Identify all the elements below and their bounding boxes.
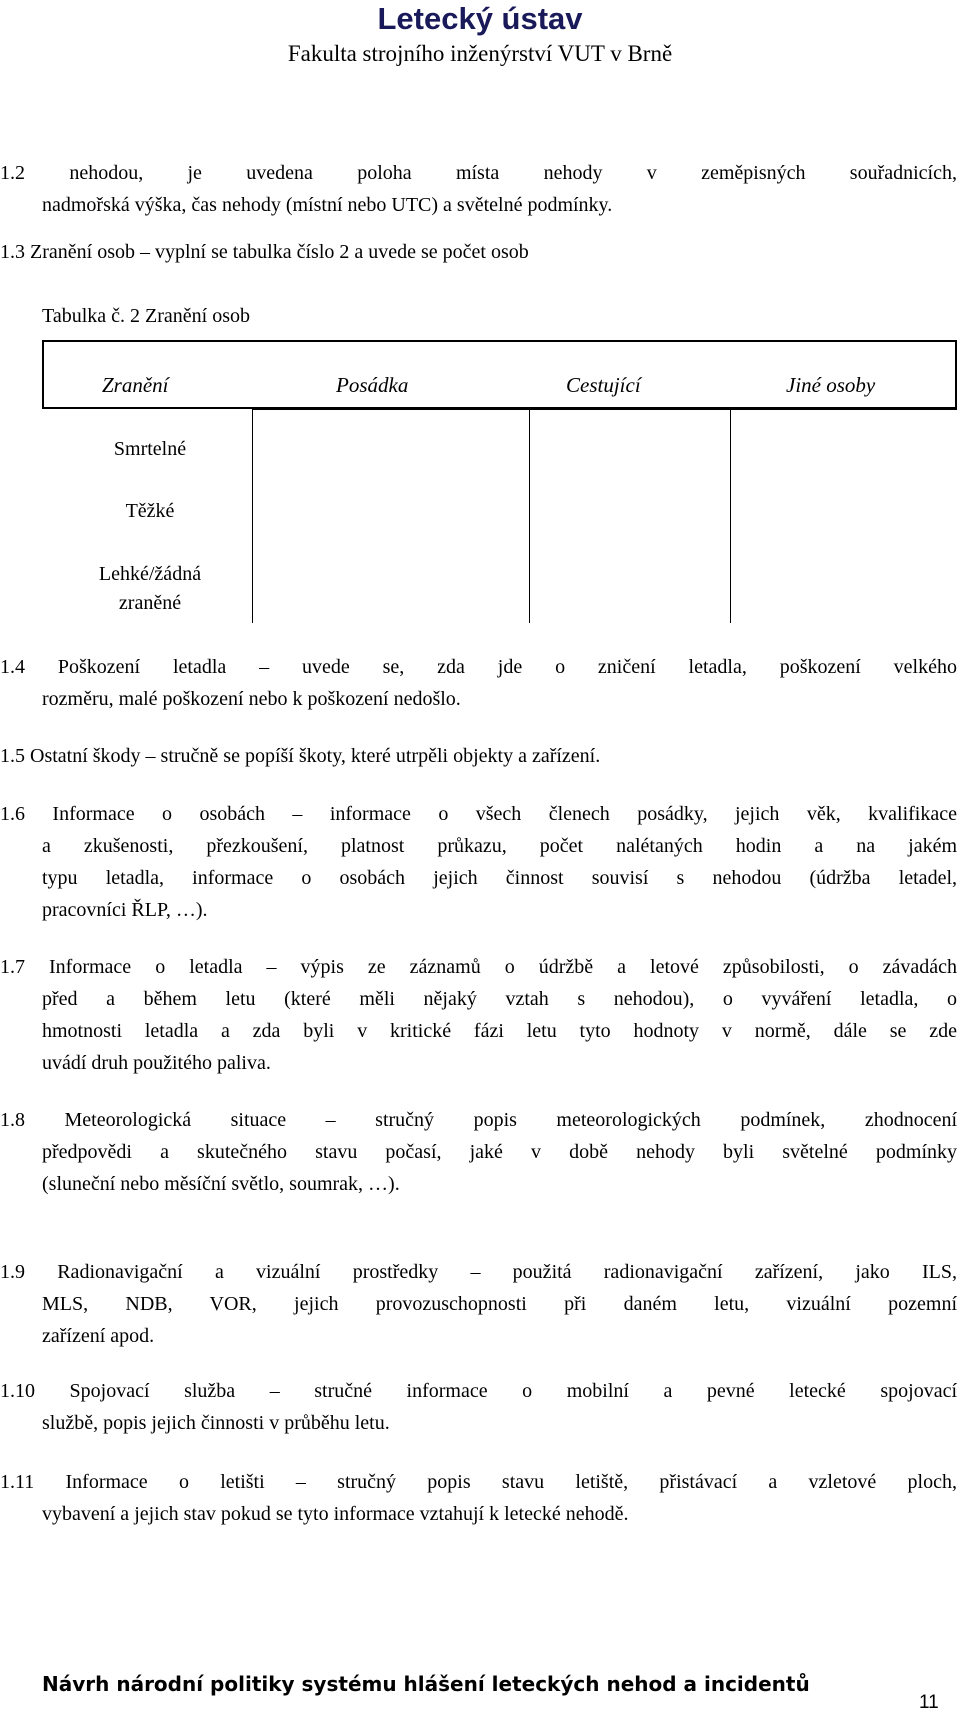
- paragraph-1-2: [0, 157, 957, 221]
- paragraph-line: a zkušenosti, přezkoušení, platnost průkazu, počet nalétaných hodin a na jakém: [42, 835, 957, 857]
- injury-table: [42, 340, 957, 623]
- paragraph-line: 1.8 Meteorologická situace – stručný popis meteorologických podmínek, zhodnocení: [0, 1109, 957, 1131]
- header-cell-zraneni: Zranění: [102, 373, 169, 397]
- paragraph-line: předpovědi a skutečného stavu počasí, jaké v době nehody byli světelné podmínky: [42, 1141, 957, 1163]
- table-row-line: [252, 409, 957, 410]
- section-1-5: [0, 740, 600, 772]
- table-col-line: [730, 409, 731, 623]
- paragraph-line: před a během letu (které měli nějaký vztah s nehodou), o vyváření letadla, o: [42, 988, 957, 1010]
- section-1-6: [0, 798, 957, 926]
- paragraph-line: 1.4 Poškození letadla – uvede se, zda jde o zničení letadla, poškození velkého: [0, 656, 957, 678]
- paragraph-line: 1.6 Informace o osobách – informace o všech členech posádky, jejich věk, kvalifikace: [0, 803, 957, 825]
- paragraph-line: 1.9 Radionavigační a vizuální prostředky – použitá radionavigační zařízení, jako ILS,: [0, 1261, 957, 1283]
- row-label-zranene: zraněné: [118, 592, 182, 614]
- paragraph-1-3: [0, 236, 529, 268]
- paragraph-line: 1.5 Ostatní škody – stručně se popíší škoty, které utrpěli objekty a zařízení.: [0, 745, 601, 767]
- paragraph-line: MLS, NDB, VOR, jejich provozuschopnosti při daném letu, vizuální pozemní: [42, 1293, 957, 1315]
- page-footer: Návrh národní politiky systému hlášení leteckých nehod a incidentů: [42, 1672, 810, 1696]
- paragraph-line: (sluneční nebo měsíční světlo, soumrak, …).: [42, 1173, 400, 1195]
- header-subtitle: Fakulta strojního inženýrství VUT v Brně: [287, 41, 673, 66]
- section-1-4: [0, 651, 957, 715]
- paragraph-line: 1.11 Informace o letišti – stručný popis stavu letiště, přistávací a vzletové ploch,: [0, 1471, 957, 1493]
- paragraph-line: hmotnosti letadla a zda byli v kritické fázi letu tyto hodnoty v normě, dále se zde: [42, 1020, 957, 1042]
- paragraph-line: vybavení a jejich stav pokud se tyto informace vztahují k letecké nehodě.: [42, 1503, 629, 1525]
- row-label-lehke: Lehké/žádná: [98, 563, 202, 585]
- paragraph-line: zařízení apod.: [42, 1325, 155, 1347]
- row-label-smrtelne: Smrtelné: [113, 438, 187, 460]
- table-col-line: [252, 409, 253, 623]
- paragraph-line: pracovníci ŘLP, …).: [42, 899, 208, 921]
- header-title: Letecký ústav: [377, 1, 583, 36]
- page-number: 11: [919, 1692, 939, 1713]
- header-cell-cestujici: Cestující: [566, 373, 641, 397]
- paragraph-line: 1.2 nehodou, je uvedena poloha místa nehody v zeměpisných souřadnicích,: [0, 162, 957, 184]
- paragraph-line: 1.10 Spojovací služba – stručné informace o mobilní a pevné letecké spojovací: [0, 1380, 957, 1402]
- header-cell-jine-osoby: Jiné osoby: [786, 373, 876, 397]
- paragraph-line: typu letadla, informace o osobách jejich činnost souvisí s nehodou (údržba letadel,: [42, 867, 957, 889]
- section-1-10: [0, 1375, 957, 1439]
- paragraph-line: uvádí druh použitého paliva.: [42, 1052, 271, 1074]
- table-caption: Tabulka č. 2 Zranění osob: [42, 305, 250, 327]
- paragraph-line: 1.7 Informace o letadla – výpis ze záznamů o údržbě a letové způsobilosti, o závadách: [0, 956, 957, 978]
- paragraph-line: 1.3 Zranění osob – vyplní se tabulka číslo 2 a uvede se počet osob: [0, 241, 529, 263]
- header-cell-posadka: Posádka: [336, 373, 409, 397]
- section-1-7: [0, 951, 957, 1079]
- section-1-11: [0, 1466, 957, 1530]
- table-col-line: [529, 409, 530, 623]
- row-label-tezke: Těžké: [125, 500, 175, 522]
- paragraph-line: nadmořská výška, čas nehody (místní nebo UTC) a světelné podmínky.: [42, 194, 613, 216]
- paragraph-line: službě, popis jejich činnosti v průběhu letu.: [42, 1412, 390, 1434]
- section-1-9: [0, 1256, 957, 1352]
- paragraph-line: rozměru, malé poškození nebo k poškození nedošlo.: [42, 688, 461, 710]
- section-1-8: [0, 1104, 957, 1200]
